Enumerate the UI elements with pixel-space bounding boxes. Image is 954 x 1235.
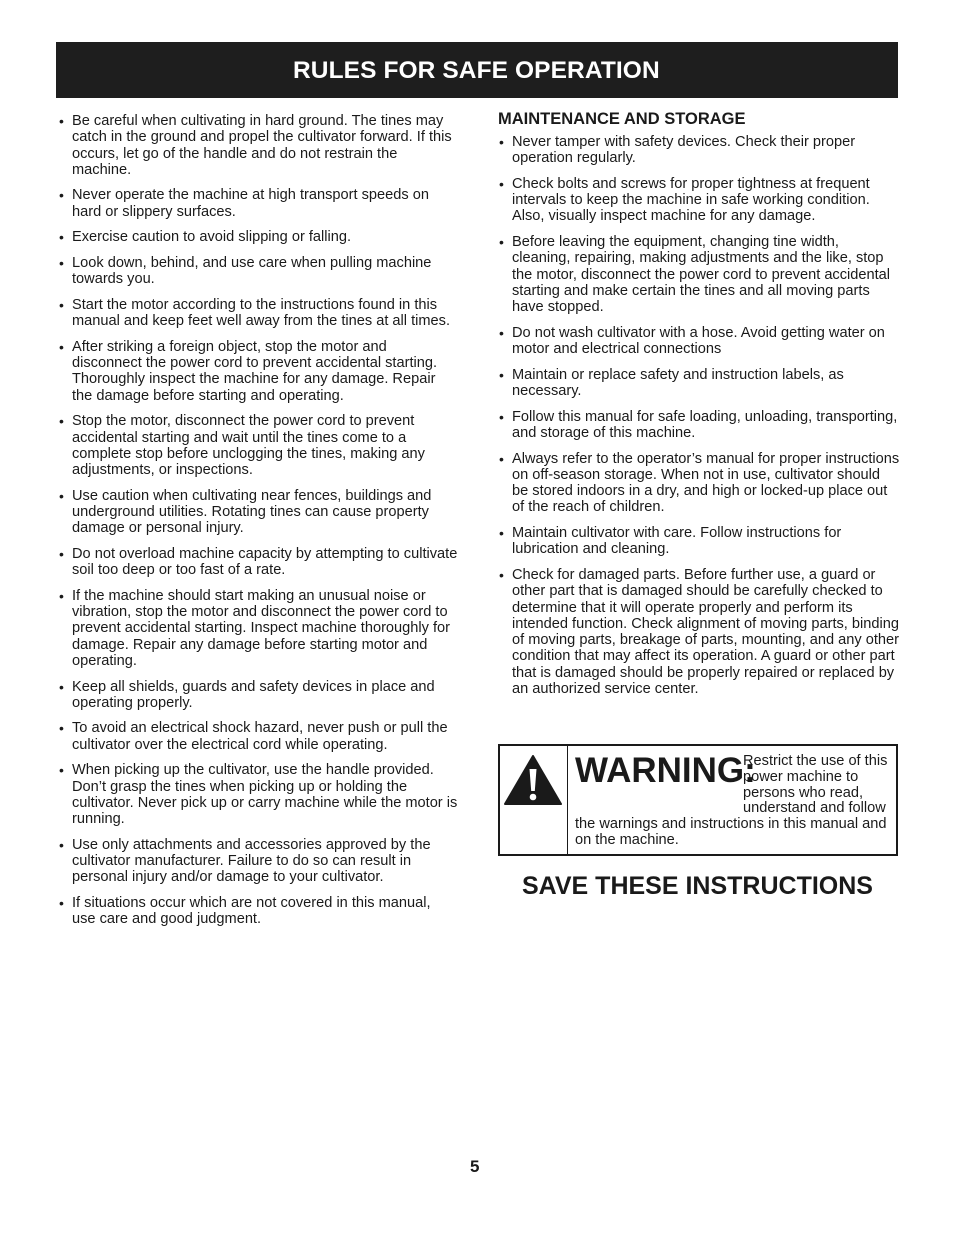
list-item: • Use only attachments and accessories approved by the cultivator manufacturer. Failure to do so can result in personal injury and/or damage to your cultivator. <box>58 837 458 886</box>
right-column <box>498 109 900 707</box>
warning-text-block <box>575 754 893 849</box>
list-item: • Maintain cultivator with care. Follow instructions for lubrication and cleaning. <box>498 525 900 558</box>
list-item: • Be careful when cultivating in hard ground. The tines may catch in the ground and propel the cultivator forward. If this occurs, let go of the handle and do not restrain the machine. <box>58 113 458 178</box>
list-item: • Do not overload machine capacity by attempting to cultivate soil too deep or too fast of a rate. <box>58 546 458 579</box>
page-number: 5 <box>470 1157 480 1176</box>
list-item: • Exercise caution to avoid slipping or falling. <box>58 229 458 245</box>
list-item: • Check for damaged parts. Before further use, a guard or other part that is damaged should be carefully checked to determine that it will operate properly and perform its intended function. Check alignment of moving parts, binding of moving parts, breakage of parts, mounting, and any other condition that may affect its operation. A guard or other part that is damaged should be properly repaired or replaced by an authorized service center. <box>498 567 900 697</box>
list-item: • Use caution when cultivating near fences, buildings and underground utilities. Rotating tines can cause property damage or personal injury. <box>58 488 458 537</box>
list-item: • If the machine should start making an unusual noise or vibration, stop the motor and disconnect the power cord to prevent accidental starting. Inspect machine thoroughly for damage. Repair any damage before starting motor and operating. <box>58 588 458 669</box>
warning-triangle-icon <box>503 754 563 806</box>
list-item: • After striking a foreign object, stop the motor and disconnect the power cord to prevent accidental starting. Thoroughly inspect the machine for any damage. Repair the damage before starting and operating. <box>58 339 458 404</box>
warning-label: WARNING: <box>575 751 756 790</box>
list-item: • Follow this manual for safe loading, unloading, transporting, and storage of this machine. <box>498 409 900 442</box>
maintenance-list <box>498 134 900 697</box>
list-item: • When picking up the cultivator, use the handle provided. Don’t grasp the tines when picking up or holding the cultivator. Never pick up or carry machine while the motor is running. <box>58 762 458 827</box>
list-item: • Never operate the machine at high transport speeds on hard or slippery surfaces. <box>58 187 458 220</box>
list-item: • Stop the motor, disconnect the power cord to prevent accidental starting and wait until the tines come to a complete stop before unclogging the tines, making any adjustments, or inspections. <box>58 413 458 478</box>
list-item: • To avoid an electrical shock hazard, never push or pull the cultivator over the electrical cord while operating. <box>58 720 458 753</box>
left-column <box>58 113 458 937</box>
save-instructions-title: SAVE THESE INSTRUCTIONS <box>522 872 873 900</box>
section-header-bar <box>56 42 898 98</box>
page-title: RULES FOR SAFE OPERATION <box>293 57 660 84</box>
maintenance-heading: MAINTENANCE AND STORAGE <box>498 110 746 128</box>
safety-rules-list <box>58 113 458 928</box>
list-item: • Start the motor according to the instructions found in this manual and keep feet well away from the tines at all times. <box>58 297 458 330</box>
list-item: • Do not wash cultivator with a hose. Avoid getting water on motor and electrical connections <box>498 325 900 358</box>
warning-text-spacer <box>575 754 743 802</box>
list-item: • If situations occur which are not covered in this manual, use care and good judgment. <box>58 895 458 928</box>
list-item: • Look down, behind, and use care when pulling machine towards you. <box>58 255 458 288</box>
list-item: • Before leaving the equipment, changing tine width, cleaning, repairing, making adjustments and the like, stop the motor, disconnect the power cord to prevent accidental starting and make certain the tines and all moving parts have stopped. <box>498 234 900 315</box>
warning-icon-cell <box>500 746 568 854</box>
list-item: • Never tamper with safety devices. Check their proper operation regularly. <box>498 134 900 167</box>
list-item: • Maintain or replace safety and instruction labels, as necessary. <box>498 367 900 400</box>
list-item: • Always refer to the operator’s manual for proper instructions on off-season storage. When not in use, cultivator should be stored indoors in a dry, and high or locked-up place out of the reach of children. <box>498 451 900 516</box>
list-item: • Check bolts and screws for proper tightness at frequent intervals to keep the machine in safe working condition. Also, visually inspect machine for any damage. <box>498 176 900 225</box>
list-item: • Keep all shields, guards and safety devices in place and operating properly. <box>58 679 458 712</box>
warning-message: Restrict the use of this power machine to persons who read, understand and follow the warnings and instructions in this manual and on the machine. <box>575 753 888 848</box>
warning-box <box>498 744 898 856</box>
